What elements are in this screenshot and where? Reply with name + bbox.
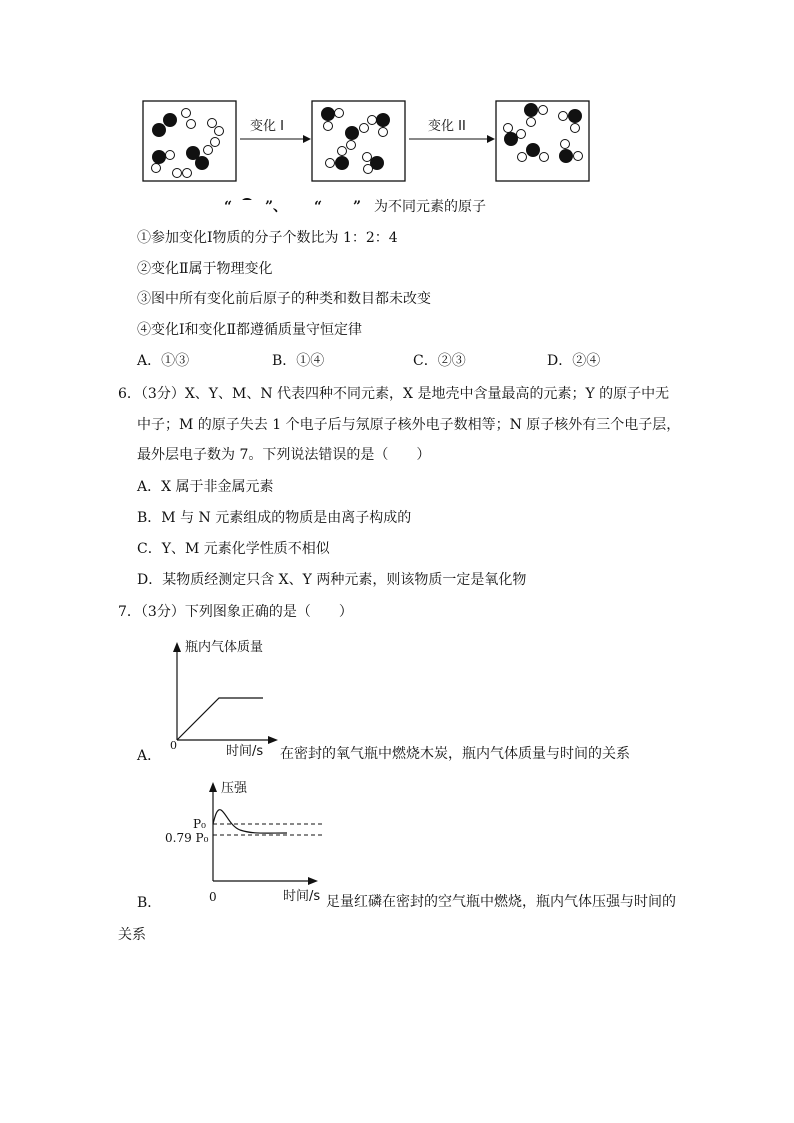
q5-statement-2: ②变化Ⅱ属于物理变化: [137, 261, 273, 277]
q6-option-a: A．X 属于非金属元素: [137, 479, 274, 495]
graph-b-origin: 0: [209, 890, 217, 904]
q6-option-c: C．Y、M 元素化学性质不相似: [137, 541, 330, 557]
box-before-atoms: [152, 109, 224, 178]
q6-stem-line1: 6．（3分）X、Y、M、N 代表四种不同元素，X 是地壳中含量最高的元素；Y 的原子中无: [118, 386, 670, 402]
q7-option-a-letter: A．: [137, 748, 162, 764]
legend-text: 为不同元素的原子: [374, 199, 486, 215]
q5-option-c: C．②③: [413, 353, 466, 369]
q7-option-b-letter: B．: [137, 895, 162, 911]
change1-label: 变化 I: [250, 119, 284, 134]
legend-quote-1: “: [224, 199, 233, 215]
legend-quote-3: “: [314, 199, 323, 215]
q7-option-a-desc: 在密封的氧气瓶中燃烧木炭，瓶内气体质量与时间的关系: [280, 746, 630, 762]
graph-b-079p0-label: 0.79 P₀: [165, 831, 209, 845]
change2-label: 变化 II: [428, 119, 466, 134]
graph-b-xlabel: 时间/s: [283, 889, 321, 904]
graph-a-ylabel: 瓶内气体质量: [185, 640, 264, 655]
graph-a-xlabel: 时间/s: [226, 744, 264, 759]
graph-a-origin: 0: [170, 739, 177, 752]
legend-quote-2: ”、: [265, 199, 288, 215]
q6-stem-line3: 最外层电子数为 7。下列说法错误的是（ ）: [137, 447, 431, 463]
q6-option-d: D．某物质经测定只含 X、Y 两种元素，则该物质一定是氧化物: [137, 572, 527, 588]
graph-a-curve: [177, 698, 263, 740]
box-after-atoms: [504, 103, 583, 163]
q7-stem: 7．（3分）下列图象正确的是（ ）: [118, 604, 353, 620]
q5-option-a: A．①③: [137, 353, 190, 369]
graph-b-p0-label: P₀: [193, 817, 206, 831]
q5-option-b: B．①④: [272, 353, 325, 369]
q5-statement-3: ③图中所有变化前后原子的种类和数目都未改变: [137, 291, 431, 307]
q5-option-d: D．②④: [547, 353, 601, 369]
q6-option-b: B．M 与 N 元素组成的物质是由离子构成的: [137, 510, 412, 526]
graph-b-curve: [213, 810, 287, 833]
box-middle-atoms: [321, 107, 390, 174]
q6-stem-line2: 中子；M 的原子失去 1 个电子后与氖原子核外电子数相等；N 原子核外有三个电子层，: [137, 417, 681, 433]
q5-statement-4: ④变化Ⅰ和变化Ⅱ都遵循质量守恒定律: [137, 322, 363, 338]
graph-b-ylabel: 压强: [221, 781, 248, 796]
q5-statement-1: ①参加变化Ⅰ物质的分子个数比为 1：2：4: [137, 230, 398, 246]
q7-option-b-desc-cont: 关系: [118, 927, 146, 943]
particle-diagram: [0, 0, 794, 200]
legend-quote-4: ”: [353, 199, 362, 215]
q7-option-b-desc: 足量红磷在密封的空气瓶中燃烧，瓶内气体压强与时间的: [326, 894, 676, 910]
legend-black-atom-icon: [240, 198, 254, 200]
